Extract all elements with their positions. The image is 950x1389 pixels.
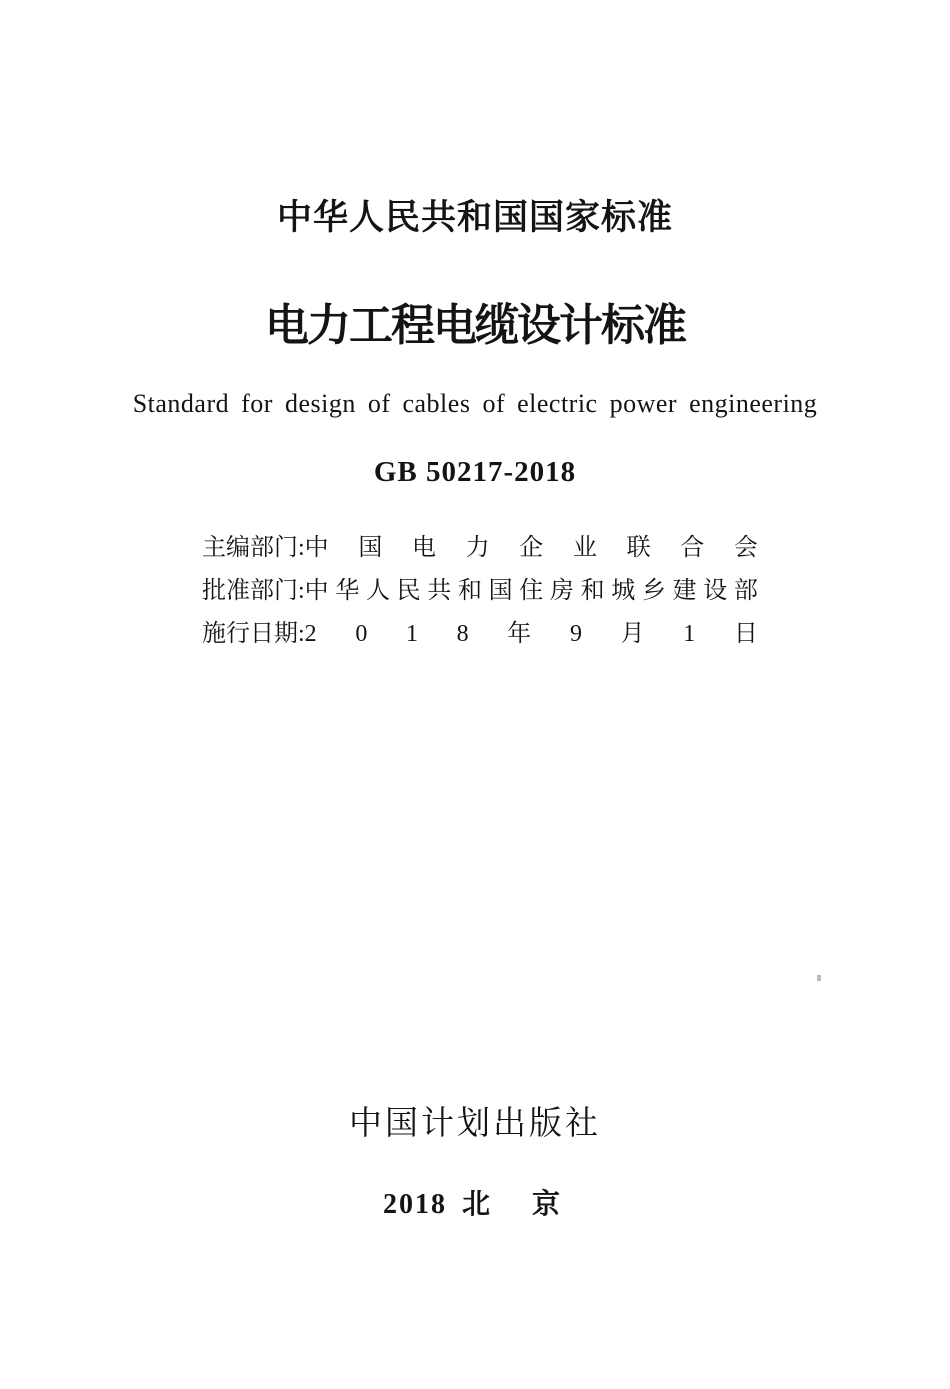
document-title-zh: 电力工程电缆设计标准 [265, 301, 685, 350]
info-line-chief-editor [202, 527, 758, 570]
info-line-approval-dept [202, 570, 758, 613]
document-title-en: Standard for design of cables of electric power engineering [132, 389, 818, 418]
info-value: 中 华 人 民 共 和 国 住 房 和 城 乡 建 设 部 [304, 578, 758, 604]
info-label: 施行日期: [202, 621, 305, 647]
imprint-city: 北 京 [461, 1189, 567, 1220]
info-value: 中 国 电 力 企 业 联 合 会 [304, 535, 758, 561]
standard-number: GB 50217-2018 [373, 456, 577, 488]
info-label: 主编部门: [202, 535, 305, 561]
scan-artifact-dot [817, 975, 821, 981]
publication-info-block [202, 527, 758, 656]
info-line-effective-date [202, 613, 758, 656]
publisher-name: 中国计划出版社 [349, 1106, 601, 1142]
national-standard-header: 中华人民共和国国家标准 [276, 198, 673, 237]
imprint-line [0, 1182, 950, 1222]
info-value: 2 0 1 8 年 9 月 1 日 [304, 621, 758, 647]
imprint-year: 2018 [382, 1189, 447, 1220]
info-label: 批准部门: [202, 578, 305, 604]
